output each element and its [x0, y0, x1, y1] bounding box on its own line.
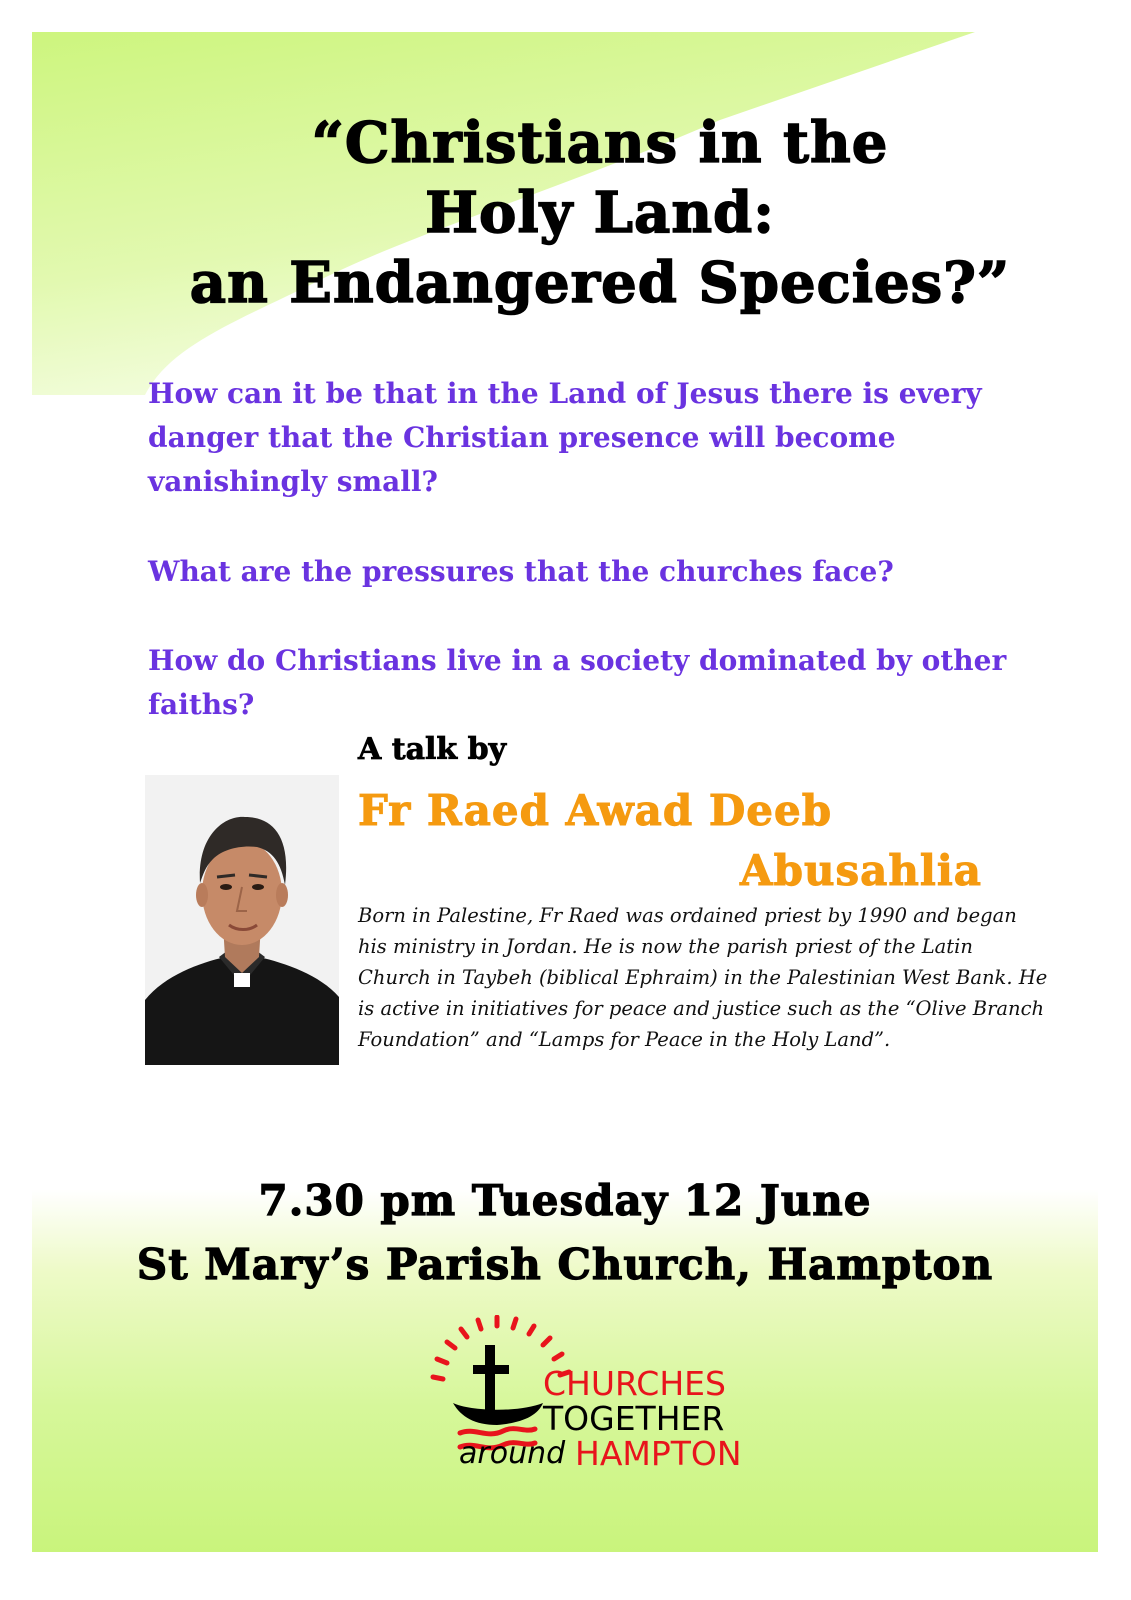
logo-word-around: around — [459, 1436, 566, 1471]
speaker-photo — [145, 775, 339, 1065]
logo-word-churches: CHURCHES — [543, 1364, 726, 1403]
talk-intro: A talk by — [358, 732, 507, 767]
churches-together-logo — [425, 1315, 765, 1515]
question-2: What are the pressures that the churches face? — [148, 555, 894, 588]
speaker-name-line2: Abusahlia — [740, 846, 983, 895]
cross-boat-icon — [453, 1345, 543, 1425]
logo-word-together: TOGETHER — [543, 1399, 725, 1438]
speaker-name-line1: Fr Raed Awad Deeb — [358, 786, 833, 835]
poster-title — [100, 108, 1100, 318]
title-line: Holy Land: — [425, 180, 775, 246]
question-3: How do Christians live in a society dominated by other faiths? — [148, 644, 1007, 721]
title-line: an Endangered Species?” — [189, 250, 1011, 316]
event-venue: St Mary’s Parish Church, Hampton — [136, 1240, 994, 1289]
speaker-bio: Born in Palestine, Fr Raed was ordained priest by 1990 and began his ministry in Jordan. He is now the parish priest of the Latin Church in Taybeh (biblical Ephraim) in the Palestinian West Bank. He is active in initiatives for peace and justice such as the “Olive Branch Foundation” and “Lamps for Peace in the Holy Land”. — [358, 904, 1048, 1051]
title-line: “Christians in the — [311, 110, 889, 176]
question-1: How can it be that in the Land of Jesus there is every danger that the Christian presence will become vanishingly small? — [148, 377, 982, 498]
event-time-date: 7.30 pm Tuesday 12 June — [258, 1176, 872, 1225]
logo-word-hampton: HAMPTON — [575, 1434, 742, 1473]
